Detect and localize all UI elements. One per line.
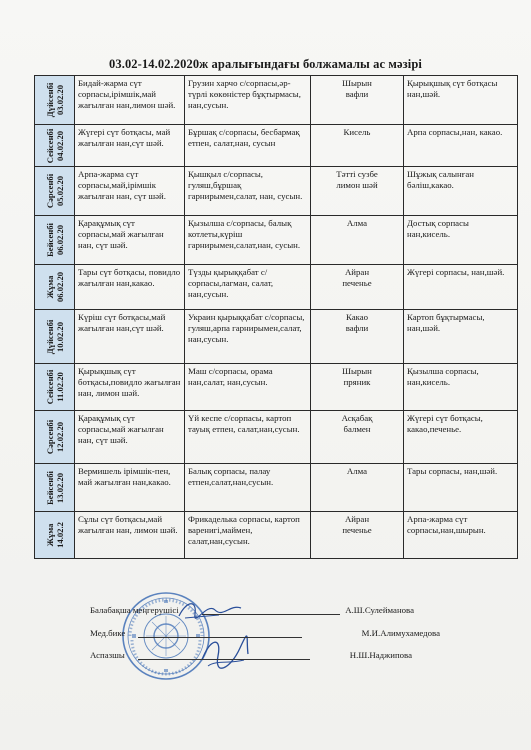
lunch-cell: Үй кеспе с/сорпасы, картоп тауық етпен, салат,нан,сусын. [185, 411, 311, 464]
day-name: Дүйсенбі [44, 82, 55, 118]
snack-cell [311, 310, 404, 364]
day-name: Бейсенбі [44, 470, 55, 505]
day-name: Дүйсенбі [44, 319, 55, 354]
signature-row-cook [90, 650, 420, 662]
day-cell [35, 411, 75, 464]
lunch-cell: Фрикаделька сорпасы, картоп варенигі,маймен, салат,нан,сусын. [185, 512, 311, 559]
signature-row-head [90, 605, 420, 617]
lunch-cell: Түзды қырыққабат с/сорпасы,лагман, салат, нан,сусын. [185, 265, 311, 310]
day-date: 11.02.20 [54, 372, 65, 402]
day-cell [35, 265, 75, 310]
menu-row [35, 364, 518, 411]
breakfast-cell: Жүгері сүт ботқасы, май жағылған нан,сүт шәй. [75, 125, 185, 167]
signature-name: М.И.Алимухамедова [361, 628, 440, 638]
snack-item: Алма [346, 466, 368, 476]
day-name: Сейсенбі [44, 128, 55, 163]
signature-name: А.Ш.Сулейманова [345, 605, 414, 615]
breakfast-cell: Қырықшық сүт ботқасы,повидло жағылған нан, лимон шәй. [75, 364, 185, 411]
page-title: 03.02-14.02.2020ж аралығындағы болжамалы ас мәзірі [109, 57, 422, 71]
day-date: 12.02.20 [54, 421, 65, 453]
snack-item: балмен [343, 423, 371, 434]
day-date: 04.02.20 [54, 130, 65, 161]
day-date: 10.02.20 [54, 321, 65, 352]
dinner-cell: Қырықшық сүт ботқасы нан,шәй. [404, 76, 518, 125]
snack-cell [311, 76, 404, 125]
signature-role: Балабақша меңгерушісі [90, 605, 179, 615]
menu-table [34, 75, 518, 559]
day-name: Жұма [44, 523, 55, 547]
signature-role: Аспазшы [90, 650, 125, 660]
dinner-cell: Арпа сорпасы,нан, какао. [404, 125, 518, 167]
day-date: 14.02.2 [54, 522, 65, 548]
dinner-cell: Арпа-жарма сүт сорпасы,нан,шырын. [404, 512, 518, 559]
snack-item: лимон шәй [336, 179, 378, 190]
snack-item: печенье [342, 524, 372, 535]
day-cell [35, 512, 75, 559]
lunch-cell: Бұршақ с/сорпасы, бесбармақ етпен, салат,нан, сусын [185, 125, 311, 167]
snack-cell [311, 167, 404, 216]
breakfast-cell: Арпа-жарма сүт сорпасы,май,ірімшік жағылған нан, сүт шәй. [75, 167, 185, 216]
day-name: Сәрсенбі [44, 173, 55, 209]
day-date: 03.02.20 [54, 84, 65, 116]
day-cell [35, 310, 75, 364]
day-date: 13.02.20 [54, 472, 65, 503]
lunch-cell: Маш с/сорпасы, орама нан,салат, нан,сусын. [185, 364, 311, 411]
snack-cell [311, 265, 404, 310]
snack-item: Асқабақ [341, 413, 373, 423]
snack-item: вафли [345, 322, 369, 333]
breakfast-cell: Бидай-жарма сүт сорпасы,ірімшік,май жағылған нан,лимон шәй. [75, 76, 185, 125]
lunch-cell: Қышқыл с/сорпасы, гуляш,бұршақ гарнирымен,салат, нан, сусын. [185, 167, 311, 216]
day-name: Сәрсенбі [44, 419, 55, 455]
dinner-cell: Қызылша сорпасы, нан,кисель. [404, 364, 518, 411]
day-cell [35, 216, 75, 265]
lunch-cell: Балық сорпасы, палау етпен,салат,нан,сусын. [185, 464, 311, 512]
dinner-cell: Жүгері сүт ботқасы, какао,печенье. [404, 411, 518, 464]
snack-cell [311, 125, 404, 167]
dinner-cell: Тары сорпасы, нан,шәй. [404, 464, 518, 512]
snack-cell [311, 512, 404, 559]
day-name: Жұма [44, 275, 55, 299]
snack-item: Какао [345, 312, 369, 322]
menu-row [35, 167, 518, 216]
menu-row [35, 76, 518, 125]
signature-line [138, 659, 310, 660]
signature-line [202, 614, 340, 615]
snack-item: Шырын [342, 78, 372, 88]
menu-row [35, 265, 518, 310]
day-date: 06.02.20 [54, 224, 65, 256]
dinner-cell: Картоп бұқтырмасы, нан,шәй. [404, 310, 518, 364]
snack-item: Айран [344, 267, 370, 277]
snack-cell [311, 364, 404, 411]
lunch-cell: Грузин харчо с/сорпасы,әр-түрлі көкөністер бұқтырмасы, нан,сусын. [185, 76, 311, 125]
menu-row [35, 125, 518, 167]
snack-item: печенье [342, 277, 372, 288]
signature-line [138, 637, 302, 638]
day-name: Бейсенбі [44, 223, 55, 257]
snack-item: вафли [345, 88, 369, 99]
menu-row [35, 411, 518, 464]
dinner-cell: Шұжық салынған бәліш,какао. [404, 167, 518, 216]
day-cell [35, 125, 75, 167]
dinner-cell: Достық сорпасы нан,кисель. [404, 216, 518, 265]
breakfast-cell: Қарақұмық сүт сорпасы,май жағылған нан, сүт шәй. [75, 216, 185, 265]
snack-cell [311, 411, 404, 464]
snack-cell [311, 464, 404, 512]
breakfast-cell: Сұлы сүт ботқасы,май жағылған нан, лимон шәй. [75, 512, 185, 559]
day-cell [35, 464, 75, 512]
snack-item: Алма [346, 218, 368, 228]
menu-row [35, 512, 518, 559]
signature-name: Н.Ш.Наджипова [349, 650, 412, 660]
menu-row [35, 310, 518, 364]
breakfast-cell: Күріш сүт ботқасы,май жағылған нан,сүт шәй. [75, 310, 185, 364]
signature-row-nurse [90, 628, 440, 640]
day-cell [35, 76, 75, 125]
day-cell [35, 364, 75, 411]
day-name: Сейсенбі [44, 369, 55, 405]
lunch-cell: Қызылша с/сорпасы, балық котлеты,күріш гарнирымен,салат,нан, сусын. [185, 216, 311, 265]
snack-item: Айран [344, 514, 370, 524]
menu-row [35, 216, 518, 265]
menu-row [35, 464, 518, 512]
day-date: 05.02.20 [54, 175, 65, 207]
lunch-cell: Украин қырыққабат с/сорпасы, гуляш,арпа гарнирымен,салат, нан,сусын. [185, 310, 311, 364]
breakfast-cell: Қарақұмық сүт сорпасы,май жағылған нан, сүт шәй. [75, 411, 185, 464]
day-date: 06.02.20 [54, 271, 65, 303]
snack-item: пряник [343, 376, 371, 387]
day-cell [35, 167, 75, 216]
breakfast-cell: Вермишель ірімшік-пен, май жағылған нан,какао. [75, 464, 185, 512]
snack-item: Шырын [342, 366, 372, 376]
menu-table-body [35, 76, 518, 559]
breakfast-cell: Тары сүт ботқасы, повидло жағылған нан,какао. [75, 265, 185, 310]
snack-item: Кисель [343, 127, 371, 137]
snack-cell [311, 216, 404, 265]
signature-role: Мед.бике [90, 628, 126, 638]
snack-item: Тәтті сузбе [336, 169, 378, 179]
dinner-cell: Жүгері сорпасы, нан,шәй. [404, 265, 518, 310]
